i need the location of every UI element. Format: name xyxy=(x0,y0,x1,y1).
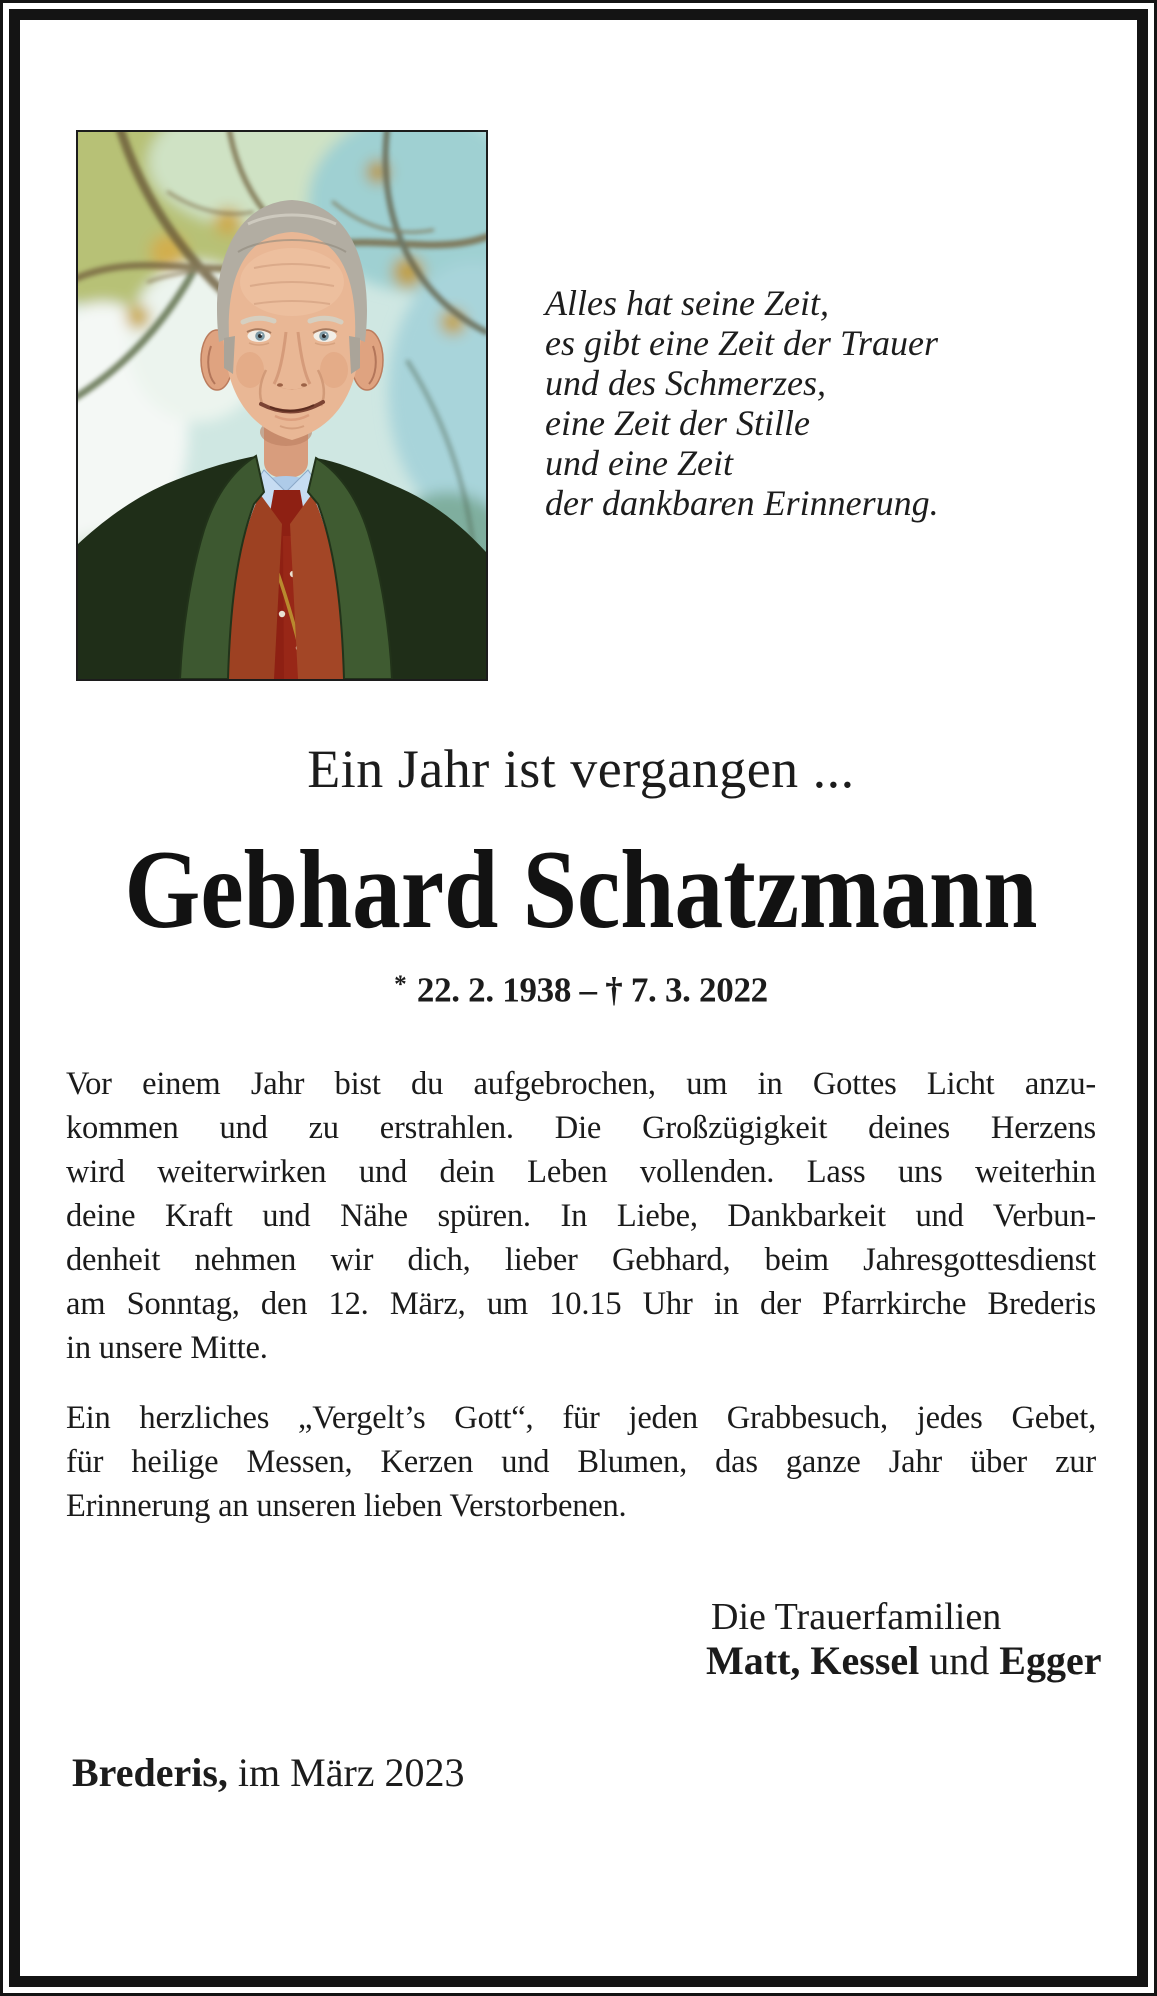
body-text-line: am Sonntag, den 12. März, um 10.15 Uhr in der Pfarrkirche Brederis xyxy=(66,1286,1096,1322)
family-name-bold: Egger xyxy=(999,1638,1102,1683)
poem-line: und des Schmerzes, xyxy=(545,363,826,403)
dateline-place: Brederis, xyxy=(72,1750,228,1795)
deceased-name: Gebhard Schatzmann xyxy=(124,827,1038,952)
body-text-line: denheit nehmen wir dich, lieber Gebhard, beim Jahresgottesdienst xyxy=(66,1242,1096,1278)
poem-line: eine Zeit der Stille xyxy=(545,403,810,443)
birth-star-symbol: * xyxy=(394,971,407,998)
body-text-line: Vor einem Jahr bist du aufgebrochen, um in Gottes Licht anzu- xyxy=(66,1066,1096,1102)
dateline-date: im März 2023 xyxy=(237,1750,465,1795)
poem-line: und eine Zeit xyxy=(545,443,733,483)
dates-separator: – xyxy=(579,970,597,1010)
body-text-line: für heilige Messen, Kerzen und Blumen, das ganze Jahr über zur xyxy=(66,1444,1096,1480)
death-dagger-symbol: † xyxy=(605,970,623,1010)
birth-date: 22. 2. 1938 xyxy=(416,970,572,1010)
family-signature-intro: Die Trauerfamilien xyxy=(711,1596,1002,1638)
body-text-line: kommen und zu erstrahlen. Die Großzügigkeit deines Herzens xyxy=(66,1110,1096,1146)
poem-line: es gibt eine Zeit der Trauer xyxy=(545,323,938,363)
body-text-line: Erinnerung an unseren lieben Verstorbenen. xyxy=(66,1488,627,1524)
body-text-line: deine Kraft und Nähe spüren. In Liebe, Dankbarkeit und Verbun- xyxy=(66,1198,1096,1234)
poem-line: der dankbaren Erinnerung. xyxy=(545,483,939,523)
body-text-line: in unsere Mitte. xyxy=(66,1330,268,1366)
body-text-line: Ein herzliches „Vergelt’s Gott“, für jeden Grabbesuch, jedes Gebet, xyxy=(66,1400,1096,1436)
body-paragraph-1 xyxy=(66,1062,1096,1370)
family-conjunction: und xyxy=(929,1638,990,1683)
family-name-bold: Matt, Kessel xyxy=(706,1638,920,1683)
memorial-poem xyxy=(545,283,939,523)
life-dates xyxy=(66,964,1096,1012)
place-dateline xyxy=(72,1750,465,1796)
body-text-line: wird weiterwirken und dein Leben vollenden. Lass uns weiterhin xyxy=(66,1154,1096,1190)
death-date: 7. 3. 2022 xyxy=(630,970,768,1010)
family-signature xyxy=(706,1596,1101,1684)
poem-line: Alles hat seine Zeit, xyxy=(545,283,829,323)
memorial-heading: Ein Jahr ist vergangen ... xyxy=(307,739,855,799)
portrait-illustration xyxy=(78,132,486,679)
portrait-photo xyxy=(76,130,488,681)
body-paragraph-2 xyxy=(66,1396,1096,1528)
family-names-line xyxy=(706,1638,1101,1684)
